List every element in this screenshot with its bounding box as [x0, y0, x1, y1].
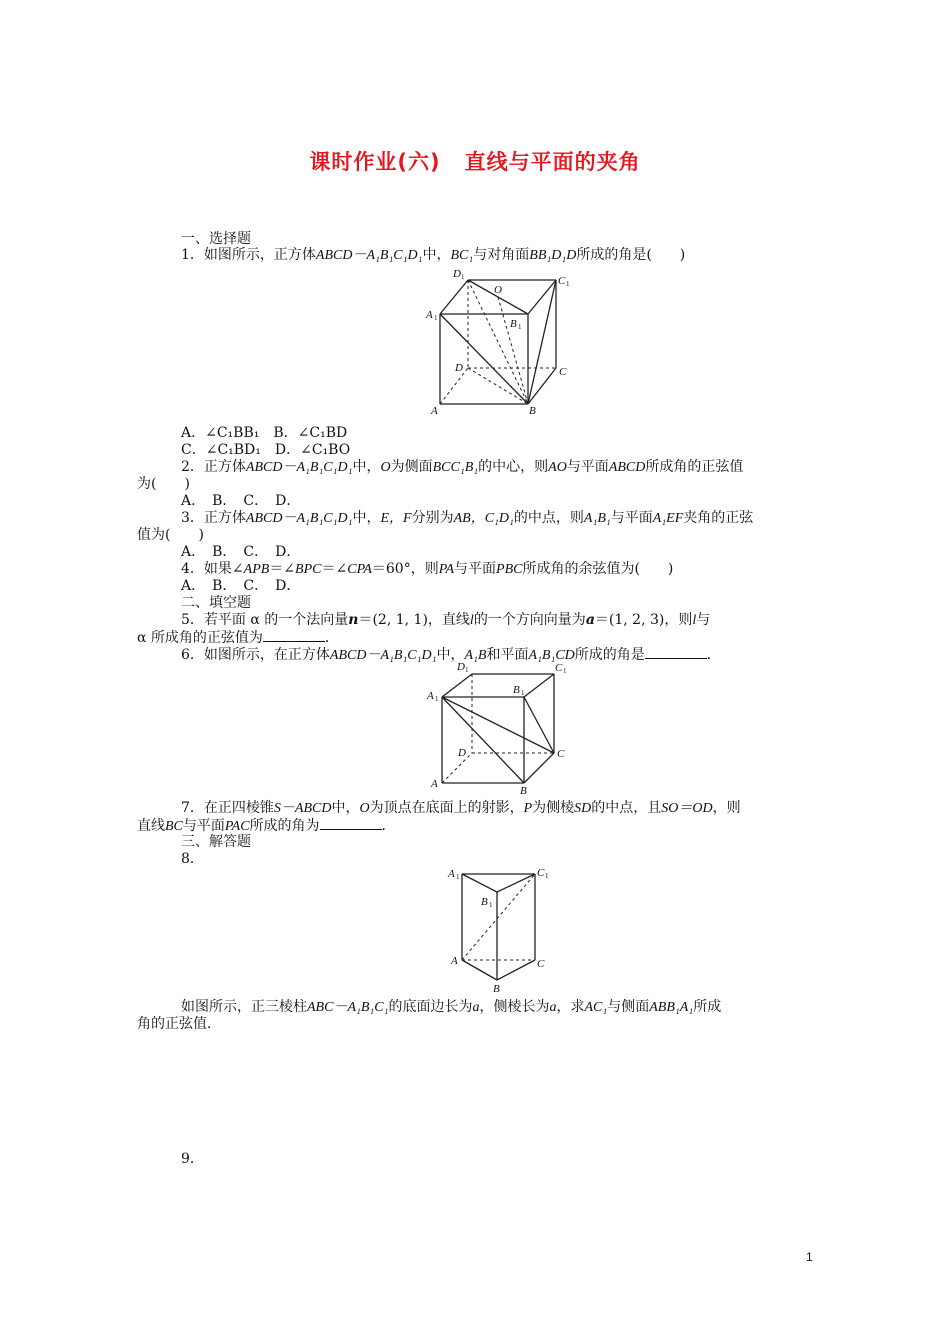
svg-text:1: 1 — [456, 873, 460, 881]
q3-text: 3．正方体ABCD－A₁B₁C₁D₁中，E，F分别为AB，C₁D₁的中点，则A₁B₁与平面A₁EF夹角的正弦 — [181, 510, 754, 526]
q3-text-line2: 值为( ) — [137, 527, 204, 543]
label-O: O — [494, 284, 502, 296]
page-number: 1 — [806, 1250, 813, 1264]
q1-options-ab — [181, 425, 347, 442]
figure-cube-2 — [424, 660, 584, 800]
q6-text: 6．如图所示，在正方体ABCD－A₁B₁C₁D₁中，A₁B和平面A₁B₁CD所成的角是 ． — [181, 647, 721, 663]
q1-option-a: A．∠C₁BB₁ — [181, 425, 260, 441]
label-C: C — [537, 958, 545, 970]
q3-options: A． B． C． D． — [181, 544, 301, 560]
section-answer: 三、解答题 — [181, 834, 251, 850]
q1-option-d: D．∠C₁BO — [274, 442, 351, 458]
answer-blank[interactable] — [645, 646, 707, 659]
svg-text:1: 1 — [521, 689, 525, 697]
label-B: B — [529, 405, 536, 417]
title-sub: 直线与平面的夹角 — [464, 150, 641, 174]
q1-option-c: C．∠C₁BD₁ — [181, 442, 261, 458]
svg-text:1: 1 — [465, 666, 469, 674]
svg-text:1: 1 — [563, 667, 567, 675]
label-C1: C — [555, 662, 563, 674]
title-main: 课时作业(六) — [309, 150, 441, 174]
label-A: A — [431, 405, 438, 417]
q2-text-line2: 为( ) — [137, 476, 190, 492]
label-B1: B — [510, 318, 517, 330]
figure-prism — [446, 862, 556, 997]
label-B: B — [520, 785, 527, 797]
svg-text:1: 1 — [545, 872, 549, 880]
label-B1: B — [481, 896, 488, 908]
label-D1: D — [453, 268, 461, 280]
answer-blank[interactable] — [320, 817, 382, 830]
label-C1: C — [537, 867, 545, 879]
q5-text: 5．若平面 α 的一个法向量n＝(2, 1, 1)，直线l的一个方向向量为a＝(1, 2, 3)，则l与 — [181, 612, 711, 628]
section-choice: 一、选择题 — [181, 231, 251, 247]
label-C1: C — [558, 275, 566, 287]
q7-text-line2: 直线BC与平面PAC所成的角为 ． — [137, 818, 396, 834]
svg-text:1: 1 — [435, 695, 439, 703]
label-A1: A — [426, 309, 433, 321]
q1-options-cd — [181, 442, 350, 459]
answer-blank[interactable] — [263, 629, 325, 642]
svg-text:1: 1 — [461, 273, 465, 281]
q4-options: A． B． C． D． — [181, 578, 301, 594]
label-A: A — [431, 778, 438, 790]
q2-text: 2．正方体ABCD－A₁B₁C₁D₁中，O为侧面BCC₁B₁的中心，则AO与平面ABCD所成角的正弦值 — [181, 459, 744, 475]
figure-cube-1 — [420, 266, 580, 421]
q1-text: 1．如图所示，正方体ABCD－A₁B₁C₁D₁中，BC₁与对角面BB₁D₁D所成的角是( ) — [181, 247, 686, 263]
label-A: A — [451, 955, 458, 967]
q8-text-line2: 角的正弦值． — [137, 1016, 221, 1032]
label-B1: B — [513, 684, 520, 696]
label-A1: A — [427, 690, 434, 702]
q8-number: 8． — [181, 851, 204, 867]
label-D1: D — [457, 661, 465, 673]
label-C: C — [557, 748, 565, 760]
q9-number: 9． — [181, 1151, 204, 1167]
svg-text:1: 1 — [489, 901, 493, 909]
section-fill: 二、填空题 — [181, 595, 251, 611]
q4-text: 4．如果∠APB＝∠BPC＝∠CPA＝60°，则PA与平面PBC所成角的余弦值为( ) — [181, 561, 674, 577]
label-D: D — [458, 747, 466, 759]
label-D: D — [455, 362, 463, 374]
q7-text: 7．在正四棱锥S－ABCD中，O为顶点在底面上的射影，P为侧棱SD的中点，且SO＝OD，则 — [181, 800, 741, 816]
label-C: C — [559, 366, 567, 378]
svg-text:1: 1 — [518, 323, 522, 331]
label-B: B — [493, 983, 500, 995]
q1-option-b: B．∠C₁BD — [273, 425, 348, 441]
label-A1: A — [448, 868, 455, 880]
q5-text-line2: α 所成角的正弦值为 ． — [137, 630, 339, 646]
svg-text:1: 1 — [566, 280, 570, 288]
page-title — [0, 146, 950, 176]
svg-text:1: 1 — [434, 314, 438, 322]
q2-options: A． B． C． D． — [181, 493, 301, 509]
q8-text: 如图所示，正三棱柱ABC－A₁B₁C₁的底面边长为a，侧棱长为a，求AC₁与侧面ABB₁A₁所成 — [181, 999, 722, 1015]
